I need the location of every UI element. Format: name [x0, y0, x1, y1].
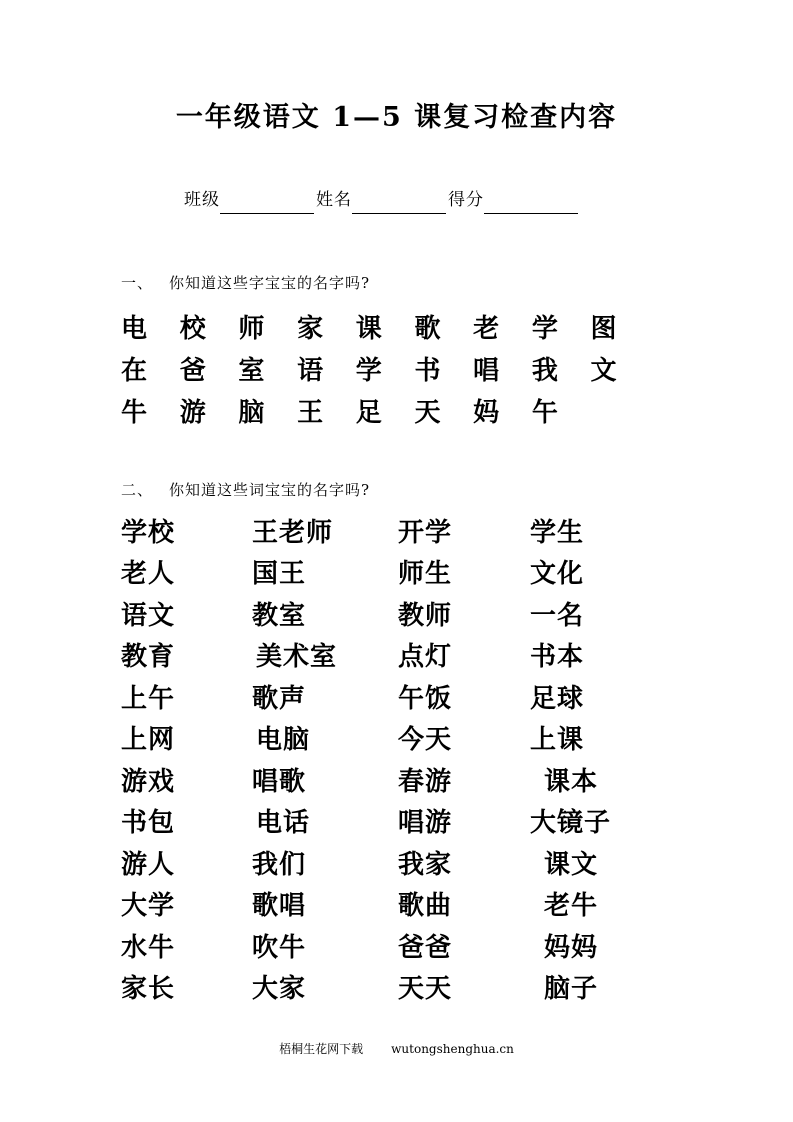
word-cell: 课文 — [544, 849, 599, 880]
word-row — [121, 886, 664, 928]
footer-site-link[interactable]: wutongshenghua.cn — [391, 1042, 514, 1056]
score-label: 得分 — [448, 190, 484, 210]
word-cell: 游戏 — [121, 766, 176, 797]
char-cell: 家 — [297, 314, 324, 344]
word-cell: 老人 — [121, 559, 176, 590]
word-cell: 教育 — [121, 642, 176, 673]
word-cell: 上网 — [121, 725, 176, 756]
word-cell: 电话 — [256, 808, 311, 839]
class-label: 班级 — [184, 190, 220, 210]
word-cell: 教室 — [252, 600, 307, 631]
word-cell: 今天 — [398, 725, 453, 756]
char-cell: 游 — [179, 398, 206, 428]
word-cell: 家长 — [121, 974, 176, 1005]
char-cell: 脑 — [238, 398, 265, 428]
char-cell: 我 — [531, 356, 558, 386]
word-cell: 歌曲 — [398, 891, 453, 922]
word-row — [121, 927, 664, 969]
section2-heading-text: 你知道这些词宝宝的名字吗? — [169, 481, 371, 499]
char-cell: 王 — [297, 398, 324, 428]
word-cell: 电脑 — [256, 725, 311, 756]
section1-heading-text: 你知道这些字宝宝的名字吗? — [169, 274, 371, 292]
word-row — [121, 637, 664, 679]
footer-source: 梧桐生花网下载 — [279, 1042, 364, 1056]
word-cell: 课本 — [544, 766, 599, 797]
char-cell: 文 — [590, 356, 617, 386]
word-cell: 游人 — [121, 849, 176, 880]
char-cell: 电 — [121, 314, 148, 344]
word-cell: 国王 — [252, 559, 307, 590]
word-cell: 点灯 — [398, 642, 453, 673]
section2-number: 二、 — [121, 481, 154, 499]
char-cell: 歌 — [414, 314, 441, 344]
word-cell: 大学 — [121, 891, 176, 922]
word-row — [121, 844, 664, 886]
character-grid — [121, 308, 649, 434]
char-cell: 室 — [238, 356, 265, 386]
word-cell: 书包 — [121, 808, 176, 839]
char-cell: 校 — [179, 314, 206, 344]
char-cell: 爸 — [179, 356, 206, 386]
word-cell: 语文 — [121, 600, 176, 631]
word-cell: 书本 — [530, 642, 585, 673]
word-row — [121, 969, 664, 1011]
char-cell: 书 — [414, 356, 441, 386]
word-cell: 开学 — [398, 517, 453, 548]
char-cell: 足 — [355, 398, 382, 428]
char-cell: 学 — [531, 314, 558, 344]
char-cell: 语 — [297, 356, 324, 386]
section1-number: 一、 — [121, 274, 154, 292]
word-cell: 足球 — [530, 683, 585, 714]
char-cell: 课 — [355, 314, 382, 344]
char-cell: 图 — [590, 314, 617, 344]
word-cell: 王老师 — [252, 517, 334, 548]
word-cell: 大镜子 — [530, 808, 612, 839]
word-cell: 吹牛 — [252, 932, 307, 963]
section1-heading — [121, 272, 370, 294]
word-cell: 歌声 — [252, 683, 307, 714]
word-cell: 上午 — [121, 683, 176, 714]
page-title: 一年级语文 1—5 课复习检查内容 — [175, 102, 618, 133]
word-cell: 学生 — [530, 517, 585, 548]
word-cell: 我家 — [398, 849, 453, 880]
char-cell: 天 — [414, 398, 441, 428]
word-row — [121, 678, 664, 720]
score-blank-field[interactable] — [484, 191, 578, 214]
word-row — [121, 720, 664, 762]
class-blank-field[interactable] — [220, 191, 314, 214]
char-cell: 老 — [473, 314, 500, 344]
word-cell: 一名 — [530, 600, 585, 631]
word-cell: 歌唱 — [252, 891, 307, 922]
char-row — [121, 350, 649, 392]
char-row — [121, 392, 649, 434]
word-cell: 美术室 — [256, 642, 338, 673]
char-cell: 唱 — [473, 356, 500, 386]
word-cell: 唱游 — [398, 808, 453, 839]
word-row — [121, 554, 664, 596]
word-cell: 学校 — [121, 517, 176, 548]
word-cell: 大家 — [252, 974, 307, 1005]
word-row — [121, 803, 664, 845]
section2-heading — [121, 479, 370, 501]
word-cell: 春游 — [398, 766, 453, 797]
char-row — [121, 308, 649, 350]
char-cell: 牛 — [121, 398, 148, 428]
word-cell: 老牛 — [544, 891, 599, 922]
word-cell: 妈妈 — [544, 932, 599, 963]
word-cell: 脑子 — [544, 974, 599, 1005]
word-cell: 唱歌 — [252, 766, 307, 797]
name-blank-field[interactable] — [352, 191, 446, 214]
char-cell: 午 — [531, 398, 558, 428]
char-cell: 学 — [355, 356, 382, 386]
word-grid — [121, 512, 664, 1010]
char-cell: 在 — [121, 356, 148, 386]
word-cell: 上课 — [530, 725, 585, 756]
word-row — [121, 761, 664, 803]
word-cell: 教师 — [398, 600, 453, 631]
word-cell: 午饭 — [398, 683, 453, 714]
word-cell: 水牛 — [121, 932, 176, 963]
char-cell: 妈 — [473, 398, 500, 428]
student-info-row — [184, 186, 580, 214]
word-cell: 爸爸 — [398, 932, 453, 963]
word-row — [121, 512, 664, 554]
word-cell: 天天 — [398, 974, 453, 1005]
word-row — [121, 595, 664, 637]
word-cell: 文化 — [530, 559, 585, 590]
name-label: 姓名 — [316, 190, 352, 210]
char-cell: 师 — [238, 314, 265, 344]
page-footer — [0, 1040, 793, 1058]
word-cell: 师生 — [398, 559, 453, 590]
word-cell: 我们 — [252, 849, 307, 880]
